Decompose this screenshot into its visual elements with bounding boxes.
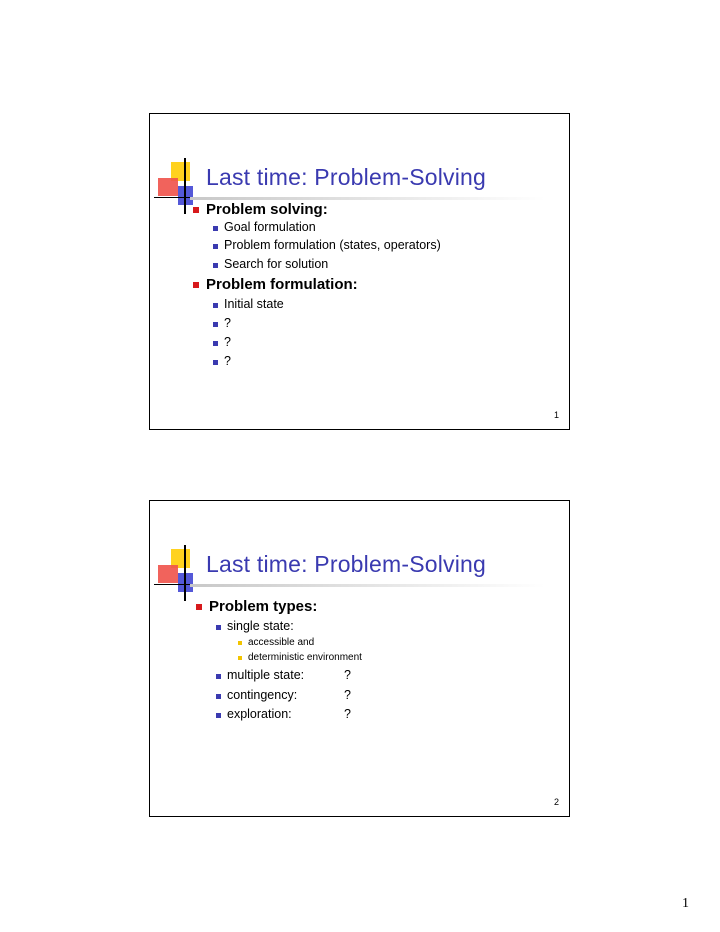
- item-label: multiple state:: [227, 668, 305, 682]
- yellow-bullet-icon: [238, 641, 242, 645]
- item-text: Search for solution: [224, 257, 329, 271]
- slide-title: Last time: Problem-Solving: [206, 164, 487, 190]
- list-item: [227, 668, 351, 682]
- item-value: ?: [344, 668, 351, 682]
- list-item: [227, 619, 294, 633]
- list-item: [224, 354, 231, 368]
- blue-bullet-icon: [216, 694, 221, 699]
- slide-number: 2: [553, 797, 559, 807]
- slide-title: Last time: Problem-Solving: [206, 551, 487, 577]
- section-heading: [206, 276, 358, 293]
- red-bullet-icon: [193, 282, 199, 288]
- slide-content: [150, 501, 569, 816]
- item-text: single state:: [227, 619, 294, 633]
- list-item: [224, 257, 328, 271]
- list-item: [224, 335, 231, 349]
- sub-list-item: [248, 652, 362, 663]
- slide-1: [149, 113, 570, 430]
- blue-bullet-icon: [216, 674, 221, 679]
- item-text: Goal formulation: [224, 220, 316, 234]
- section-heading: [206, 201, 328, 218]
- item-text: accessible and: [248, 637, 315, 648]
- red-bullet-icon: [193, 207, 199, 213]
- item-text: ?: [224, 335, 231, 349]
- item-text: ?: [224, 316, 231, 330]
- page-number: 1: [682, 896, 689, 911]
- heading-text: Problem solving:: [206, 201, 328, 218]
- blue-bullet-icon: [213, 360, 218, 365]
- list-item: [227, 707, 351, 721]
- slide-number: 1: [553, 410, 559, 420]
- blue-bullet-icon: [213, 303, 218, 308]
- blue-bullet-icon: [213, 263, 218, 268]
- item-label: contingency:: [227, 688, 298, 702]
- yellow-bullet-icon: [238, 656, 242, 660]
- item-text: Initial state: [224, 297, 284, 311]
- blue-bullet-icon: [213, 322, 218, 327]
- section-heading: [209, 598, 317, 615]
- red-bullet-icon: [196, 604, 202, 610]
- item-value: ?: [344, 688, 351, 702]
- blue-bullet-icon: [213, 244, 218, 249]
- blue-bullet-icon: [216, 625, 221, 630]
- item-label: exploration:: [227, 707, 292, 721]
- list-item: [224, 220, 316, 234]
- sub-list-item: [248, 637, 314, 648]
- heading-text: Problem types:: [209, 598, 318, 615]
- list-item: [224, 316, 231, 330]
- blue-bullet-icon: [216, 713, 221, 718]
- heading-text: Problem formulation:: [206, 276, 358, 293]
- item-text: ?: [224, 354, 231, 368]
- list-item: [224, 238, 441, 252]
- slide-2: [149, 500, 570, 817]
- blue-bullet-icon: [213, 341, 218, 346]
- list-item: [224, 297, 284, 311]
- item-text: deterministic environment: [248, 652, 362, 663]
- item-value: ?: [344, 707, 351, 721]
- slide-content: [150, 114, 569, 429]
- blue-bullet-icon: [213, 226, 218, 231]
- list-item: [227, 688, 351, 702]
- item-text: Problem formulation (states, operators): [224, 238, 441, 252]
